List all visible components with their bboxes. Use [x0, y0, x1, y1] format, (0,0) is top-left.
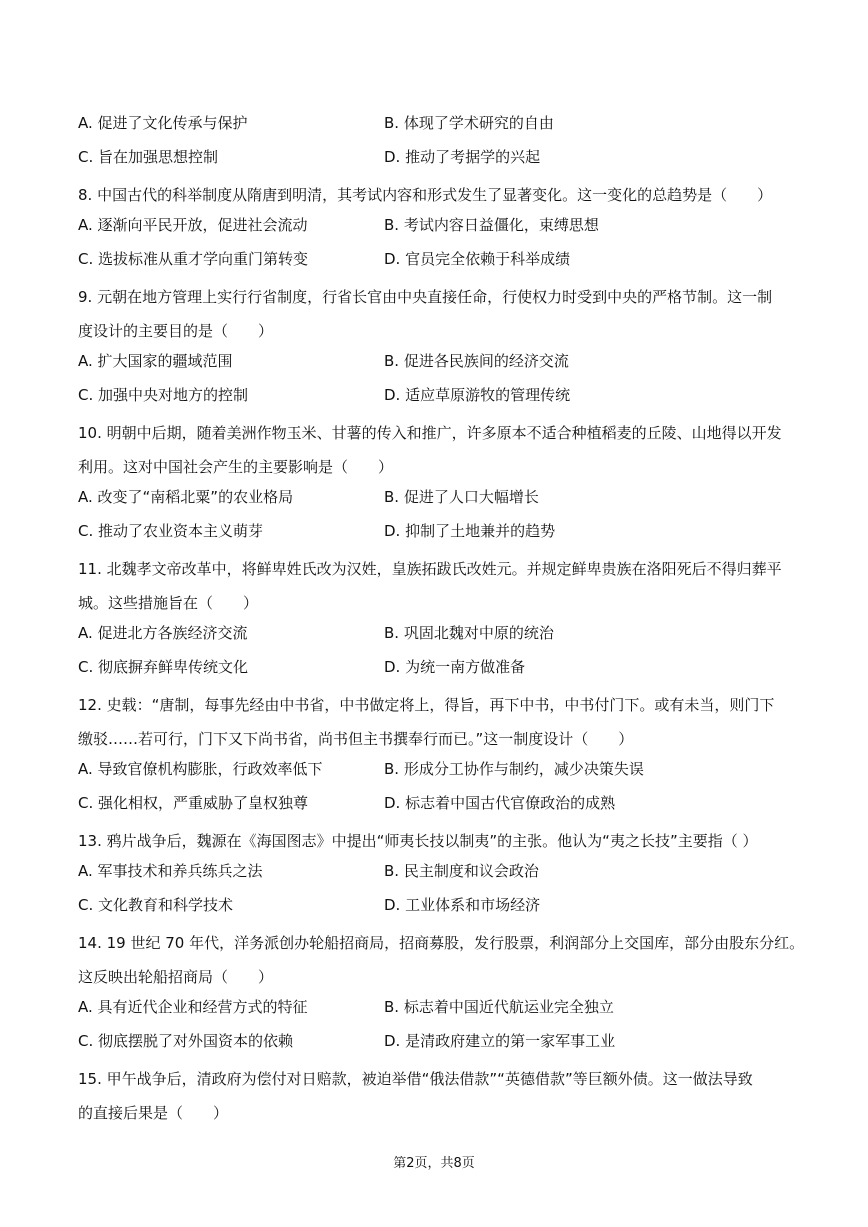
q10-options-row-2	[78, 518, 798, 552]
question-line: 14. 19 世纪 70 年代，洋务派创办轮船招商局，招商募股，发行股票，利润部分上交国库，部分由股东分红。	[78, 934, 805, 952]
question-12-stem	[78, 688, 798, 756]
q7-options-row-2	[78, 144, 798, 178]
option-d: D. 标志着中国古代官僚政治的成熟	[384, 794, 616, 812]
question-line: 度设计的主要目的是（ ）	[78, 322, 274, 340]
question-line: 13. 鸦片战争后，魏源在《海国图志》中提出“师夷长技以制夷”的主张。他认为“夷之长技”主要指（ ）	[78, 832, 758, 850]
option-d: D. 官员完全依赖于科举成绩	[384, 250, 571, 268]
q8-options-row-1	[78, 212, 798, 246]
q14-options-row-2	[78, 1028, 798, 1062]
q12-options-row-2	[78, 790, 798, 824]
q10-options-row-1	[78, 484, 798, 518]
question-line: 15. 甲午战争后，清政府为偿付对日赔款，被迫举借“俄法借款”“英德借款”等巨额外债。这一做法导致	[78, 1070, 753, 1088]
question-15-stem	[78, 1062, 798, 1130]
q7-options-row-1	[78, 110, 798, 144]
question-14-stem	[78, 926, 805, 994]
option-c: C. 加强中央对地方的控制	[78, 386, 249, 404]
question-line: 利用。这对中国社会产生的主要影响是（ ）	[78, 458, 394, 476]
question-line: 城。这些措施旨在（ ）	[78, 594, 259, 612]
question-line: 11. 北魏孝文帝改革中，将鲜卑姓氏改为汉姓，皇族拓跋氏改姓元。并规定鲜卑贵族在洛阳死后不得归葬平	[78, 560, 782, 578]
question-13-stem	[78, 824, 798, 858]
question-line: 9. 元朝在地方管理上实行行省制度，行省长官由中央直接任命，行使权力时受到中央的严格节制。这一制	[78, 288, 773, 306]
option-d: D. 工业体系和市场经济	[384, 896, 541, 914]
option-d: D. 抑制了土地兼并的趋势	[384, 522, 556, 540]
option-b: B. 标志着中国近代航运业完全独立	[384, 998, 614, 1016]
option-a: A. 具有近代企业和经营方式的特征	[78, 998, 308, 1016]
page-number: 第2页，共8页	[393, 1156, 475, 1171]
q13-options-row-1	[78, 858, 798, 892]
option-b: B. 巩固北魏对中原的统治	[384, 624, 554, 642]
option-a: A. 军事技术和养兵练兵之法	[78, 862, 263, 880]
option-d: D. 适应草原游牧的管理传统	[384, 386, 571, 404]
option-b: B. 体现了学术研究的自由	[384, 114, 554, 132]
question-line: 10. 明朝中后期，随着美洲作物玉米、甘薯的传入和推广，许多原本不适合种植稻麦的丘陵、山地得以开发	[78, 424, 782, 442]
option-a: A. 导致官僚机构膨胀，行政效率低下	[78, 760, 323, 778]
option-c: C. 彻底摒弃鲜卑传统文化	[78, 658, 249, 676]
question-line: 这反映出轮船招商局（ ）	[78, 968, 274, 986]
option-a: A. 逐渐向平民开放，促进社会流动	[78, 216, 308, 234]
question-10-stem	[78, 416, 798, 484]
option-c: C. 推动了农业资本主义萌芽	[78, 522, 264, 540]
q14-options-row-1	[78, 994, 798, 1028]
page-footer	[0, 1154, 868, 1174]
option-c: C. 文化教育和科学技术	[78, 896, 234, 914]
q12-options-row-1	[78, 756, 798, 790]
option-c: C. 强化相权，严重威胁了皇权独尊	[78, 794, 309, 812]
question-line: 12. 史载：“唐制，每事先经由中书省，中书做定将上，得旨，再下中书，中书付门下。或有未当，则门下	[78, 696, 775, 714]
question-line: 的直接后果是（ ）	[78, 1104, 229, 1122]
option-d: D. 是清政府建立的第一家军事工业	[384, 1032, 616, 1050]
question-line: 缴驳……若可行，门下又下尚书省，尚书但主书撰奉行而已。”这一制度设计（ ）	[78, 730, 634, 748]
option-c: C. 彻底摆脱了对外国资本的依赖	[78, 1032, 294, 1050]
option-c: C. 旨在加强思想控制	[78, 148, 219, 166]
question-9-stem	[78, 280, 798, 348]
option-b: B. 促进了人口大幅增长	[384, 488, 539, 506]
q9-options-row-2	[78, 382, 798, 416]
option-b: B. 考试内容日益僵化，束缚思想	[384, 216, 599, 234]
q8-options-row-2	[78, 246, 798, 280]
question-11-stem	[78, 552, 798, 620]
option-d: D. 推动了考据学的兴起	[384, 148, 541, 166]
option-b: B. 民主制度和议会政治	[384, 862, 539, 880]
option-d: D. 为统一南方做准备	[384, 658, 526, 676]
q13-options-row-2	[78, 892, 798, 926]
q9-options-row-1	[78, 348, 798, 382]
question-8-stem	[78, 178, 798, 212]
option-a: A. 促进了文化传承与保护	[78, 114, 248, 132]
option-a: A. 改变了“南稻北粟”的农业格局	[78, 488, 294, 506]
option-b: B. 形成分工协作与制约，减少决策失误	[384, 760, 644, 778]
question-list	[78, 110, 805, 1130]
option-c: C. 选拔标准从重才学向重门第转变	[78, 250, 309, 268]
question-line: 8. 中国古代的科举制度从隋唐到明清，其考试内容和形式发生了显著变化。这一变化的总趋势是（ ）	[78, 186, 773, 204]
option-a: A. 促进北方各族经济交流	[78, 624, 248, 642]
q11-options-row-2	[78, 654, 798, 688]
option-a: A. 扩大国家的疆域范围	[78, 352, 233, 370]
option-b: B. 促进各民族间的经济交流	[384, 352, 569, 370]
q11-options-row-1	[78, 620, 798, 654]
